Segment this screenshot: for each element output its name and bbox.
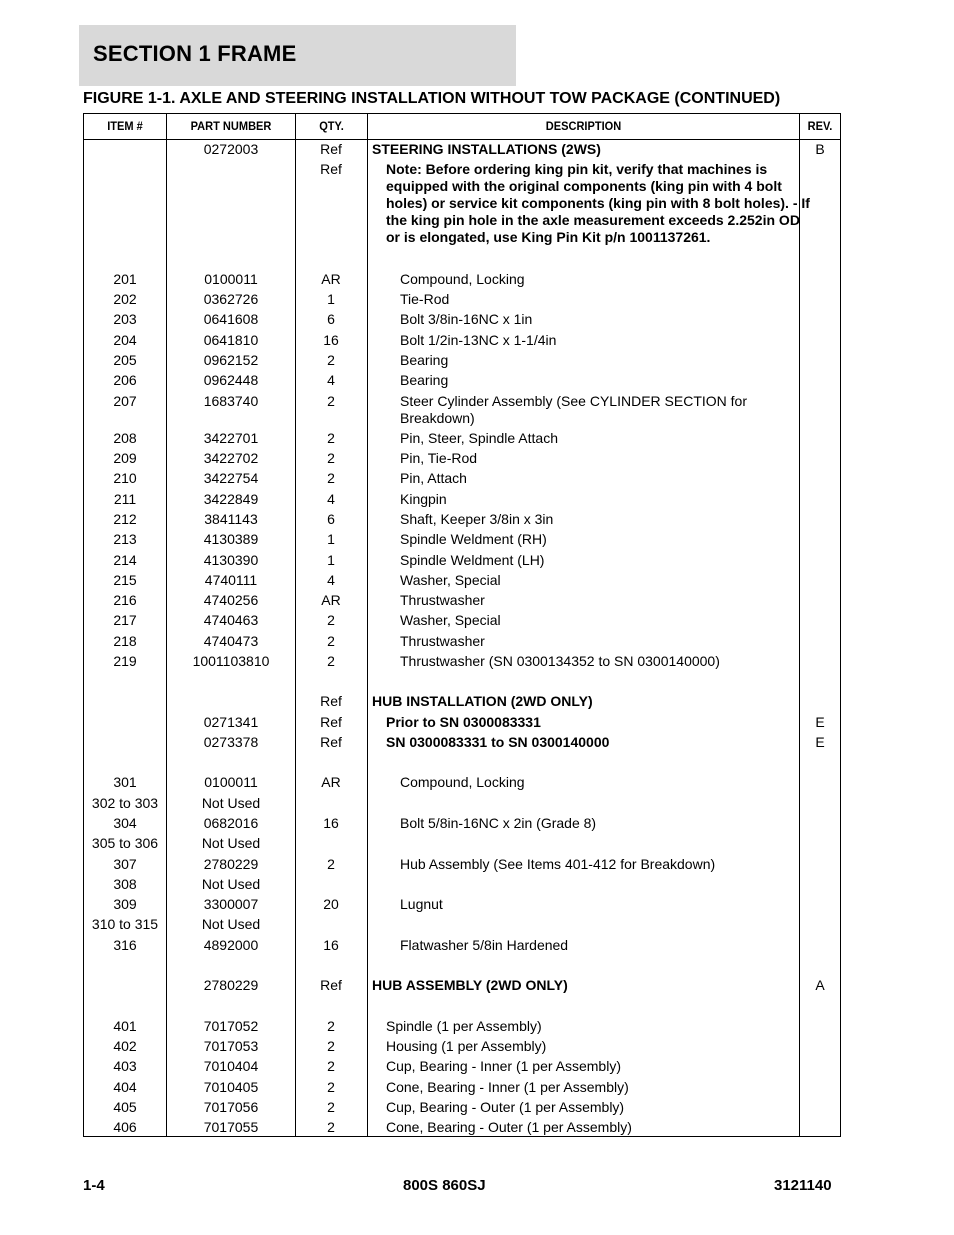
cell-part-number: 7010405 xyxy=(203,1079,259,1095)
cell-part-number: 1001103810 xyxy=(192,653,270,669)
cell-qty: 1 xyxy=(327,552,335,568)
cell-item: 207 xyxy=(113,393,137,409)
cell-qty: 6 xyxy=(327,511,335,527)
cell-description: Tie-Rod xyxy=(400,291,450,307)
cell-qty: AR xyxy=(321,271,341,287)
cell-description: Spindle Weldment (LH) xyxy=(400,552,545,568)
cell-item: 403 xyxy=(113,1058,137,1074)
cell-item: 219 xyxy=(113,653,137,669)
header-item: ITEM # xyxy=(107,119,143,133)
cell-qty: 2 xyxy=(327,856,335,872)
cell-description: Pin, Tie-Rod xyxy=(400,450,478,466)
cell-qty: 2 xyxy=(327,352,335,368)
cell-rev: B xyxy=(815,141,825,157)
cell-description: Washer, Special xyxy=(400,572,501,588)
cell-part-number: 4130389 xyxy=(203,531,259,547)
cell-item: 212 xyxy=(113,511,137,527)
cell-part-number: 4740463 xyxy=(203,612,259,628)
cell-qty: 2 xyxy=(327,430,335,446)
cell-qty: 6 xyxy=(327,311,335,327)
cell-qty: Ref xyxy=(320,714,342,730)
cell-part-number: 7017053 xyxy=(203,1038,259,1054)
cell-item: 204 xyxy=(113,332,137,348)
cell-part-number: 0641608 xyxy=(203,311,259,327)
cell-description: HUB ASSEMBLY (2WD ONLY) xyxy=(372,977,568,993)
cell-description: Thrustwasher xyxy=(400,633,485,649)
cell-qty: 2 xyxy=(327,1079,335,1095)
cell-item: 308 xyxy=(113,876,137,892)
header-divider xyxy=(84,139,840,140)
cell-qty: Ref xyxy=(320,161,342,177)
cell-description: Cone, Bearing - Outer (1 per Assembly) xyxy=(386,1119,632,1135)
cell-description: Housing (1 per Assembly) xyxy=(386,1038,547,1054)
cell-item: 218 xyxy=(113,633,137,649)
cell-description: Spindle Weldment (RH) xyxy=(400,531,547,547)
cell-description: Bearing xyxy=(400,352,449,368)
cell-item: 301 xyxy=(113,774,137,790)
cell-qty: 2 xyxy=(327,1119,335,1135)
cell-item: 201 xyxy=(113,271,137,287)
figure-title: FIGURE 1-1. AXLE AND STEERING INSTALLATION WITHOUT TOW PACKAGE (CONTINUED) xyxy=(83,90,781,107)
cell-qty: 2 xyxy=(327,393,335,409)
cell-part-number: 2780229 xyxy=(203,856,259,872)
cell-description: Steer Cylinder Assembly (See CYLINDER SECTION for Breakdown) xyxy=(400,393,747,426)
cell-description: Cone, Bearing - Inner (1 per Assembly) xyxy=(386,1079,629,1095)
cell-description: Kingpin xyxy=(400,491,447,507)
cell-qty: 20 xyxy=(323,896,339,912)
cell-description: Hub Assembly (See Items 401-412 for Breakdown) xyxy=(400,856,716,872)
cell-description: HUB INSTALLATION (2WD ONLY) xyxy=(372,693,593,709)
cell-qty: 1 xyxy=(327,531,335,547)
cell-description: Flatwasher 5/8in Hardened xyxy=(400,937,569,953)
cell-qty: 2 xyxy=(327,470,335,486)
cell-description: Pin, Steer, Spindle Attach xyxy=(400,430,558,446)
cell-qty: 16 xyxy=(323,937,339,953)
cell-qty: Ref xyxy=(320,977,342,993)
cell-qty: AR xyxy=(321,774,341,790)
cell-part-number: 7017052 xyxy=(203,1018,259,1034)
cell-qty: 2 xyxy=(327,1099,335,1115)
cell-description: Bolt 3/8in-16NC x 1in xyxy=(400,311,533,327)
cell-item: 305 to 306 xyxy=(91,835,159,851)
cell-item: 405 xyxy=(113,1099,137,1115)
cell-part-number: 0100011 xyxy=(204,271,258,287)
cell-description: Lugnut xyxy=(400,896,443,912)
cell-part-number: 3422849 xyxy=(203,491,259,507)
cell-qty: 2 xyxy=(327,450,335,466)
cell-part-number: 4740256 xyxy=(203,592,259,608)
cell-description: Thrustwasher xyxy=(400,592,485,608)
cell-part-number: 3422754 xyxy=(203,470,259,486)
cell-rev: A xyxy=(815,977,825,993)
footer-model: 800S 860SJ xyxy=(403,1177,486,1194)
cell-item: 213 xyxy=(113,531,137,547)
cell-qty: 4 xyxy=(327,372,335,388)
cell-qty: Ref xyxy=(320,734,342,750)
cell-description: Bolt 5/8in-16NC x 2in (Grade 8) xyxy=(400,815,597,831)
cell-item: 209 xyxy=(113,450,137,466)
cell-part-number: 0682016 xyxy=(203,815,259,831)
cell-part-number: 7017056 xyxy=(203,1099,259,1115)
cell-qty: 2 xyxy=(327,1018,335,1034)
cell-part-number: 0273378 xyxy=(203,734,259,750)
cell-qty: 4 xyxy=(327,491,335,507)
cell-description: SN 0300083331 to SN 0300140000 xyxy=(386,734,610,750)
cell-part-number: 0272003 xyxy=(203,141,259,157)
cell-part-number: 3841143 xyxy=(204,511,258,527)
cell-item: 206 xyxy=(113,372,137,388)
cell-part-number: 0100011 xyxy=(204,774,258,790)
cell-part-number: 3300007 xyxy=(203,896,259,912)
cell-qty: 2 xyxy=(327,1038,335,1054)
cell-part-number: 4740111 xyxy=(204,572,258,588)
parts-table xyxy=(83,113,841,1137)
cell-part-number: 0962448 xyxy=(203,372,259,388)
cell-part-number: 7010404 xyxy=(203,1058,259,1074)
cell-part-number: 1683740 xyxy=(203,393,259,409)
header-description: DESCRIPTION xyxy=(545,119,622,133)
cell-description: Shaft, Keeper 3/8in x 3in xyxy=(400,511,554,527)
cell-part-number: 2780229 xyxy=(203,977,259,993)
cell-item: 304 xyxy=(113,815,137,831)
cell-part-number: 0962152 xyxy=(203,352,259,368)
cell-part-number: Not Used xyxy=(201,835,261,851)
footer-doc-number: 3121140 xyxy=(774,1177,832,1194)
cell-part-number: 4740473 xyxy=(203,633,259,649)
cell-description: Thrustwasher (SN 0300134352 to SN 0300140000) xyxy=(400,653,720,669)
column-divider xyxy=(367,114,368,1136)
cell-part-number: 7017055 xyxy=(203,1119,259,1135)
header-rev: REV. xyxy=(807,119,833,133)
cell-part-number: 0271341 xyxy=(203,714,259,730)
cell-item: 316 xyxy=(113,937,137,953)
cell-item: 214 xyxy=(113,552,137,568)
cell-qty: 4 xyxy=(327,572,335,588)
cell-item: 302 to 303 xyxy=(91,795,159,811)
cell-item: 203 xyxy=(113,311,137,327)
cell-qty: 2 xyxy=(327,1058,335,1074)
cell-part-number: 0362726 xyxy=(203,291,259,307)
header-part-number: PART NUMBER xyxy=(190,119,272,133)
cell-qty: AR xyxy=(321,592,341,608)
cell-part-number: 0641810 xyxy=(203,332,259,348)
cell-part-number: 4892000 xyxy=(203,937,259,953)
cell-description: STEERING INSTALLATIONS (2WS) xyxy=(372,141,601,157)
cell-part-number: Not Used xyxy=(201,916,261,932)
cell-item: 211 xyxy=(113,491,137,507)
cell-description: Pin, Attach xyxy=(400,470,467,486)
cell-qty: 16 xyxy=(323,332,339,348)
cell-item: 210 xyxy=(113,470,137,486)
cell-item: 309 xyxy=(113,896,137,912)
cell-item: 401 xyxy=(113,1018,137,1034)
cell-qty: 2 xyxy=(327,633,335,649)
header-qty: QTY. xyxy=(319,119,344,133)
cell-item: 202 xyxy=(113,291,137,307)
cell-rev: E xyxy=(815,714,825,730)
cell-description: Cup, Bearing - Outer (1 per Assembly) xyxy=(386,1099,625,1115)
cell-description: Compound, Locking xyxy=(400,271,525,287)
cell-item: 404 xyxy=(113,1079,137,1095)
cell-description: Washer, Special xyxy=(400,612,501,628)
cell-item: 307 xyxy=(113,856,137,872)
cell-description: Cup, Bearing - Inner (1 per Assembly) xyxy=(386,1058,621,1074)
cell-item: 310 to 315 xyxy=(91,916,159,932)
cell-item: 208 xyxy=(113,430,137,446)
cell-item: 217 xyxy=(113,612,137,628)
cell-qty: Ref xyxy=(320,141,342,157)
cell-qty: Ref xyxy=(320,693,342,709)
cell-qty: 16 xyxy=(323,815,339,831)
cell-description: Compound, Locking xyxy=(400,774,525,790)
cell-item: 406 xyxy=(113,1119,137,1135)
cell-qty: 2 xyxy=(327,612,335,628)
cell-item: 216 xyxy=(113,592,137,608)
cell-part-number: 3422702 xyxy=(203,450,259,466)
cell-description: Spindle (1 per Assembly) xyxy=(386,1018,542,1034)
cell-part-number: 3422701 xyxy=(203,430,259,446)
cell-qty: 1 xyxy=(327,291,335,307)
cell-item: 215 xyxy=(113,572,137,588)
footer-page-number: 1-4 xyxy=(83,1177,105,1194)
cell-qty: 2 xyxy=(327,653,335,669)
cell-rev: E xyxy=(815,734,825,750)
section-title: SECTION 1 FRAME xyxy=(93,41,297,66)
cell-item: 205 xyxy=(113,352,137,368)
cell-description: Note: Before ordering king pin kit, verify that machines is equipped with the original components (king pin with 4 bolt holes) or service kit components (king pin with 8 bolt holes). - If the king pin hole in the axle measurement exceeds 2.252in OD or is elongated, use King Pin Kit p/n 1001137261. xyxy=(386,161,810,245)
cell-part-number: Not Used xyxy=(201,795,261,811)
cell-description: Bolt 1/2in-13NC x 1-1/4in xyxy=(400,332,557,348)
cell-item: 402 xyxy=(113,1038,137,1054)
cell-description: Prior to SN 0300083331 xyxy=(386,714,541,730)
cell-part-number: 4130390 xyxy=(203,552,259,568)
section-banner xyxy=(79,25,516,86)
cell-description: Bearing xyxy=(400,372,449,388)
cell-part-number: Not Used xyxy=(201,876,261,892)
